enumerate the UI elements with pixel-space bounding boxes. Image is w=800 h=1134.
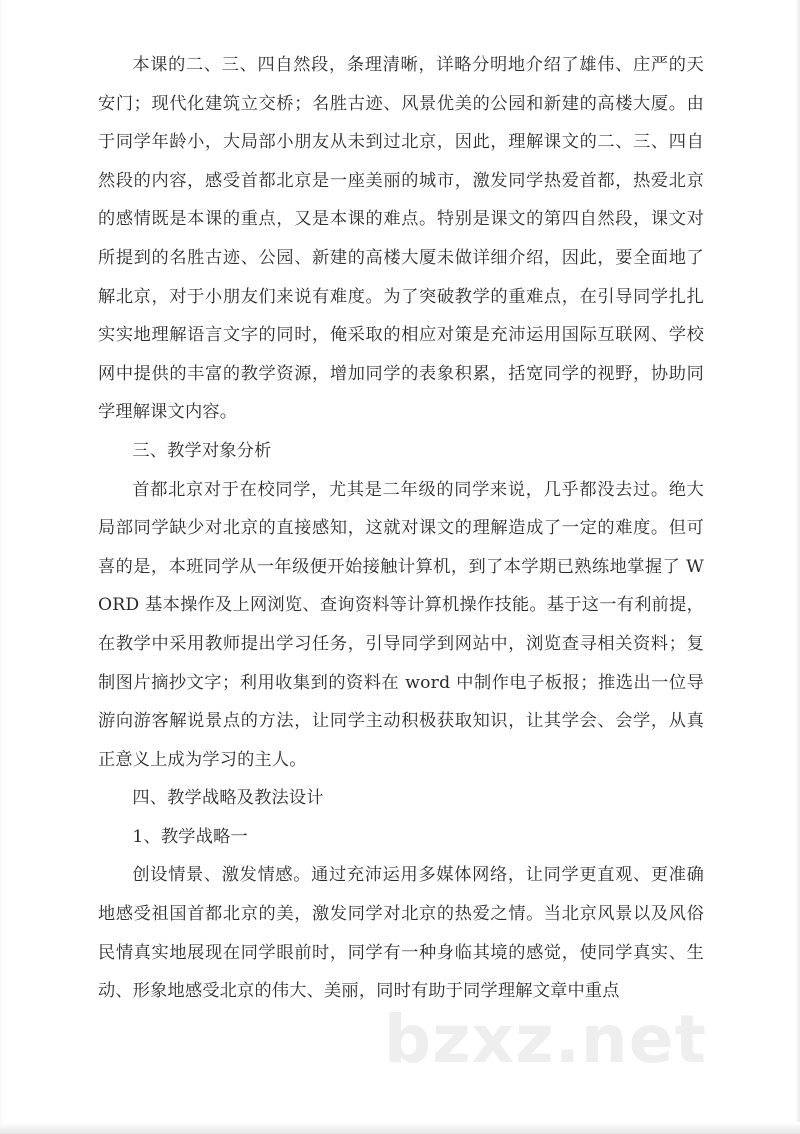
paragraph-student-analysis: 首都北京对于在校同学，尤其是二年级的同学来说，几乎都没去过。绝大局部同学缺少对北京的直接感知，这就对课文的理解造成了一定的难度。但可喜的是，本班同学从一年级便开始接触计算机，到了本学期已熟练地掌握了 WORD 基本操作及上网浏览、查询资料等计算机操作技能。基于这一有利前提，在教学中采用教师提出学习任务，引导同学到网站中，浏览查寻相关资料；复制图片摘抄文字；利用收集到的资料在 word 中制作电子板报；推选出一位导游向游客解说景点的方法，让同学主动积极获取知识，让其学会、会学，从真正意义上成为学习的主人。 bbox=[98, 479, 704, 770]
paragraph-teaching-focus: 本课的二、三、四自然段，条理清晰，详略分明地介绍了雄伟、庄严的天安门；现代化建筑立交桥；名胜古迹、风景优美的公园和新建的高楼大厦。由于同学年龄小，大局部小朋友从未到过北京，因此，理解课文的二、三、四自然段的内容，感受首都北京是一座美丽的城市，激发同学热爱首都，热爱北京的感情既是本课的重点，又是本课的难点。特别是课文的第四自然段，课文对所提到的名胜古迹、公园、新建的高楼大厦未做详细介绍，因此，要全面地了解北京，对于小朋友们来说有难度。为了突破教学的重难点，在引导同学扎扎实实地理解语言文字的同时，俺采取的相应对策是充沛运用国际互联网、学校网中提供的丰富的教学资源，增加同学的表象积累，括宽同学的视野，协助同学理解课文内容。 bbox=[98, 55, 704, 423]
paragraph-strategy-one-detail: 创设情景、激发情感。通过充沛运用多媒体网络，让同学更直观、更准确地感受祖国首都北京的美，激发同学对北京的热爱之情。当北京风景以及风俗民情真实地展现在同学眼前时，同学有一种身临其境的感觉，使同学真实、生动、形象地感受北京的伟大、美丽，同时有助于同学理解文章中重点 bbox=[98, 865, 704, 1002]
site-watermark: bzxz.net bbox=[384, 1001, 708, 1078]
page-edge-bottom bbox=[0, 1122, 800, 1134]
document-text-body bbox=[98, 46, 704, 1011]
heading-section-four: 四、教学战略及教法设计 bbox=[132, 788, 324, 809]
page-edge-left bbox=[0, 0, 6, 1134]
heading-section-three: 三、教学对象分析 bbox=[132, 440, 272, 461]
heading-strategy-one: 1、教学战略一 bbox=[132, 826, 248, 847]
page-edge-right bbox=[791, 0, 800, 1134]
